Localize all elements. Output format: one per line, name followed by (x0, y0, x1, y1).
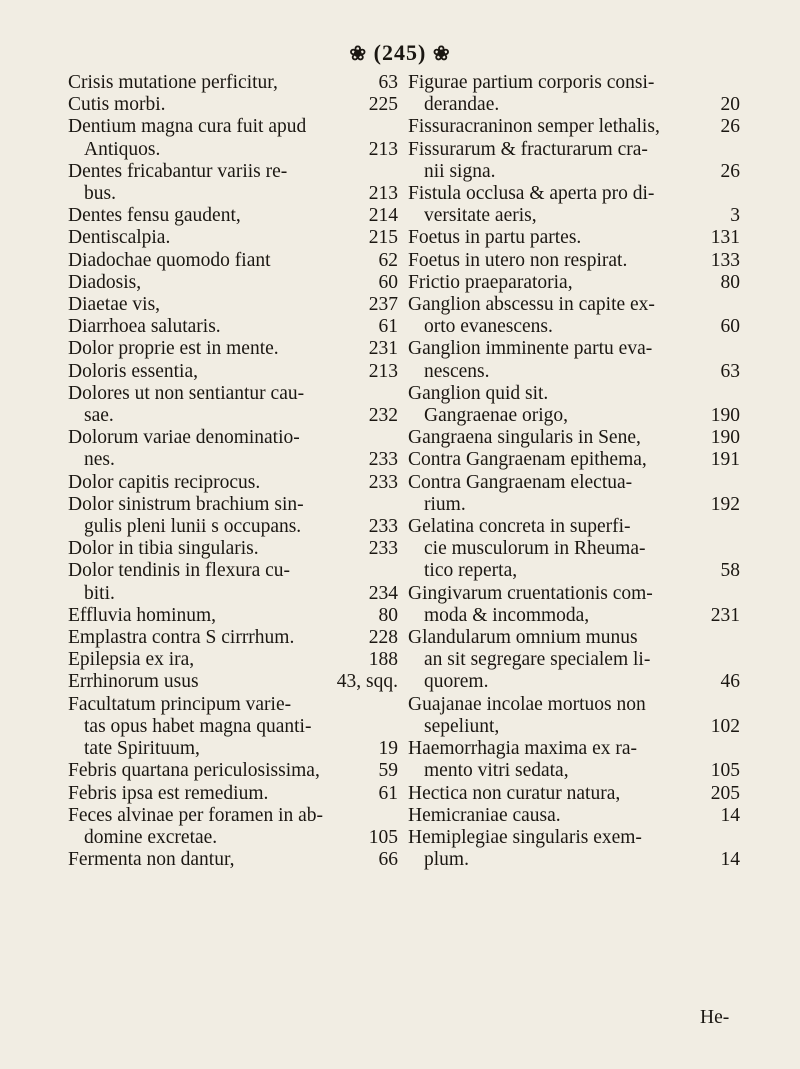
index-entry (408, 250, 740, 272)
entry-text: Gangraenae origo, (424, 405, 569, 427)
entry-text: plum. (424, 849, 469, 871)
entry-page-ref: 205 (710, 782, 740, 804)
index-entry (408, 472, 740, 516)
entry-page-ref: 133 (710, 249, 740, 271)
entry-text: Dolor tendinis in flexura cu- (68, 560, 291, 582)
index-entry (408, 583, 740, 627)
entry-page-ref: 19 (378, 738, 398, 760)
index-entry (68, 338, 398, 360)
index-entry (408, 227, 740, 249)
entry-text: Errhinorum usus (68, 671, 199, 693)
entry-page-ref: 60 (720, 316, 740, 338)
entry-text: Hemiplegiae singularis exem- (408, 826, 642, 848)
entry-text: tico reperta, (424, 560, 518, 582)
ornament-left-icon: ❀ (349, 43, 368, 65)
entry-text: quorem. (424, 671, 489, 693)
entry-page-ref: 231 (710, 604, 740, 626)
entry-page-ref: 131 (710, 227, 740, 249)
entry-text: Contra Gangraenam electua- (408, 471, 633, 493)
entry-page-ref: 62 (378, 249, 398, 271)
entry-text: Ganglion quid sit. (408, 382, 549, 404)
entry-text: Febris quartana periculosissima, (68, 760, 320, 782)
entry-page-ref: 60 (378, 271, 398, 293)
entry-text: Diaetae vis, (68, 294, 161, 316)
entry-page-ref: 61 (378, 316, 398, 338)
index-entry (408, 383, 740, 427)
entry-page-ref: 233 (368, 516, 398, 538)
entry-text: sepeliunt, (424, 715, 500, 737)
entry-text: nii signa. (424, 160, 496, 182)
index-entry (408, 338, 740, 382)
entry-page-ref: 14 (720, 804, 740, 826)
entry-text: Dolorum variae denominatio- (68, 427, 300, 449)
index-entry (68, 627, 398, 649)
entry-text: Doloris essentia, (68, 360, 198, 382)
index-entry (68, 760, 398, 782)
entry-page-ref: 234 (368, 582, 398, 604)
entry-page-ref: 80 (720, 271, 740, 293)
index-column-right (408, 72, 740, 871)
index-entry (68, 849, 398, 871)
index-entry (408, 294, 740, 338)
entry-text: Epilepsia ex ira, (68, 649, 195, 671)
index-entry (408, 72, 740, 116)
entry-page-ref: 26 (720, 116, 740, 138)
index-entry (408, 139, 740, 183)
index-entry (68, 694, 398, 761)
index-entry (408, 694, 740, 738)
index-entry (68, 72, 398, 94)
entry-page-ref: 190 (710, 405, 740, 427)
entry-page-ref: 105 (710, 760, 740, 782)
entry-text: Cutis morbi. (68, 94, 166, 116)
entry-text: domine excretae. (84, 826, 218, 848)
entry-text: Haemorrhagia maxima ex ra- (408, 738, 638, 760)
entry-text: Dolor sinistrum brachium sin- (68, 493, 304, 515)
entry-text: Ganglion imminente partu eva- (408, 338, 653, 360)
entry-page-ref: 20 (720, 94, 740, 116)
index-entry (68, 783, 398, 805)
index-entry (68, 205, 398, 227)
entry-text: Fissuracraninon semper lethalis, (408, 116, 660, 138)
index-entry (408, 783, 740, 805)
index-entry (68, 472, 398, 494)
entry-page-ref: 58 (720, 560, 740, 582)
entry-page-ref: 46 (720, 671, 740, 693)
entry-text: Dolores ut non sentiantur cau- (68, 382, 305, 404)
entry-text: Febris ipsa est remedium. (68, 782, 269, 804)
entry-page-ref: 215 (368, 227, 398, 249)
entry-page-ref: 233 (368, 449, 398, 471)
entry-page-ref: 213 (368, 360, 398, 382)
entry-text: Gelatina concreta in superfi- (408, 516, 631, 538)
index-entry (68, 538, 398, 560)
entry-text: orto evanescens. (424, 316, 553, 338)
entry-text: Fistula occlusa & aperta pro di- (408, 183, 655, 205)
index-entry (68, 560, 398, 604)
entry-text: Dolor in tibia singularis. (68, 538, 259, 560)
entry-text: mento vitri sedata, (424, 760, 569, 782)
entry-page-ref: 192 (710, 493, 740, 515)
entry-text: sae. (84, 405, 114, 427)
entry-text: Feces alvinae per foramen in ab- (68, 804, 324, 826)
entry-text: rium. (424, 493, 466, 515)
index-entry (408, 627, 740, 694)
index-entry (68, 361, 398, 383)
index-entry (68, 294, 398, 316)
index-entry (68, 427, 398, 471)
entry-text: Diadosis, (68, 271, 142, 293)
entry-page-ref: 63 (378, 72, 398, 93)
entry-text: Foetus in utero non respirat. (408, 249, 628, 271)
entry-text: Frictio praeparatoria, (408, 271, 573, 293)
entry-text: Contra Gangraenam epithema, (408, 449, 647, 471)
entry-page-ref: 59 (378, 760, 398, 782)
entry-page-ref: 14 (720, 849, 740, 871)
index-entry (408, 272, 740, 294)
entry-text: biti. (84, 582, 115, 604)
entry-page-ref: 105 (368, 826, 398, 848)
entry-text: Dentes fricabantur variis re- (68, 160, 288, 182)
entry-text: Antiquos. (84, 138, 161, 160)
entry-text: Foetus in partu partes. (408, 227, 582, 249)
index-entry (408, 738, 740, 782)
entry-text: versitate aeris, (424, 205, 537, 227)
entry-text: Glandularum omnium munus (408, 627, 638, 649)
entry-page-ref: 213 (368, 183, 398, 205)
entry-page-ref: 26 (720, 160, 740, 182)
index-column-left (68, 72, 398, 871)
index-entry (68, 250, 398, 272)
entry-text: Effluvia hominum, (68, 604, 217, 626)
entry-text: Ganglion abscessu in capite ex- (408, 294, 655, 316)
entry-page-ref: 61 (378, 782, 398, 804)
entry-page-ref: 228 (368, 627, 398, 649)
entry-page-ref: 102 (710, 715, 740, 737)
entry-page-ref: 63 (720, 360, 740, 382)
entry-text: Gangraena singularis in Sene, (408, 427, 641, 449)
index-entry (68, 671, 398, 693)
entry-text: an sit segregare specialem li- (424, 649, 651, 671)
page-number: (245) (373, 40, 427, 65)
entry-page-ref: 66 (378, 849, 398, 871)
index-entry (408, 516, 740, 583)
entry-page-ref: 191 (710, 449, 740, 471)
entry-text: Hemicraniae causa. (408, 804, 561, 826)
index-entry (408, 116, 740, 138)
entry-page-ref: 214 (368, 205, 398, 227)
entry-text: Dolor proprie est in mente. (68, 338, 279, 360)
entry-page-ref: 190 (710, 427, 740, 449)
entry-text: Diadochae quomodo fiant (68, 249, 271, 271)
entry-text: cie musculorum in Rheuma- (424, 538, 646, 560)
entry-text: derandae. (424, 94, 500, 116)
entry-text: nescens. (424, 360, 490, 382)
index-entry (68, 316, 398, 338)
index-entry (408, 449, 740, 471)
entry-text: Fissurarum & fracturarum cra- (408, 138, 648, 160)
entry-page-ref: 237 (368, 294, 398, 316)
entry-text: gulis pleni lunii s occupans. (84, 516, 302, 538)
catchword: He- (700, 1007, 730, 1028)
index-entry (68, 649, 398, 671)
index-entry (408, 427, 740, 449)
entry-text: moda & incommoda, (424, 604, 590, 626)
entry-page-ref: 188 (368, 649, 398, 671)
index-entry (68, 383, 398, 427)
index-entry (68, 116, 398, 160)
entry-text: Diarrhoea salutaris. (68, 316, 221, 338)
index-entry (408, 805, 740, 827)
index-entry (68, 94, 398, 116)
entry-page-ref: 3 (730, 205, 740, 227)
index-entry (408, 827, 740, 871)
entry-text: Crisis mutatione perficitur, (68, 72, 278, 93)
index-entry (68, 161, 398, 205)
index-entry (408, 183, 740, 227)
entry-text: Facultatum principum varie- (68, 693, 292, 715)
entry-text: Dentes fensu gaudent, (68, 205, 241, 227)
entry-text: bus. (84, 183, 116, 205)
index-entry (68, 227, 398, 249)
index-entry (68, 605, 398, 627)
entry-text: Emplastra contra S cirrrhum. (68, 627, 295, 649)
entry-text: Figurae partium corporis consi- (408, 72, 655, 93)
entry-text: Gingivarum cruentationis com- (408, 582, 653, 604)
entry-page-ref: 43, sqq. (336, 671, 398, 693)
entry-page-ref: 232 (368, 405, 398, 427)
index-entry (68, 272, 398, 294)
entry-text: Fermenta non dantur, (68, 849, 235, 871)
ornament-right-icon: ❀ (432, 43, 451, 65)
index-entry (68, 494, 398, 538)
entry-text: Guajanae incolae mortuos non (408, 693, 646, 715)
entry-page-ref: 233 (368, 471, 398, 493)
entry-page-ref: 231 (368, 338, 398, 360)
entry-page-ref: 233 (368, 538, 398, 560)
entry-text: Dentium magna cura fuit apud (68, 116, 307, 138)
entry-page-ref: 213 (368, 138, 398, 160)
entry-text: Dentiscalpia. (68, 227, 171, 249)
entry-text: Hectica non curatur natura, (408, 782, 621, 804)
entry-text: tate Spirituum, (84, 738, 200, 760)
entry-page-ref: 225 (368, 94, 398, 116)
entry-text: nes. (84, 449, 115, 471)
index-entry (68, 805, 398, 849)
page-header (0, 40, 800, 66)
entry-page-ref: 80 (378, 604, 398, 626)
entry-text: tas opus habet magna quanti- (84, 715, 312, 737)
entry-text: Dolor capitis reciprocus. (68, 471, 261, 493)
